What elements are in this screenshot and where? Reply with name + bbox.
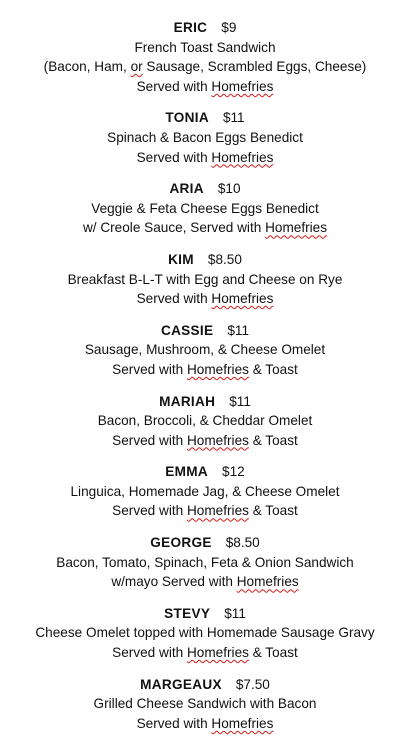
menu-item	[0, 533, 410, 592]
description-text: Linguica, Homemade Jag, & Cheese Omelet	[70, 483, 340, 499]
menu-item-price: $8.50	[207, 251, 242, 267]
menu-item-name: KIM	[168, 251, 194, 267]
menu-item-header	[0, 179, 410, 199]
description-text: Served with	[112, 361, 187, 377]
menu-item-description-line	[0, 714, 410, 734]
menu-list	[0, 18, 410, 733]
menu-item-name: TONIA	[165, 110, 209, 126]
description-text: French Toast Sandwich	[134, 39, 276, 55]
menu-item	[0, 321, 410, 380]
menu-item-description	[0, 270, 410, 309]
menu-item-description-line	[0, 270, 410, 290]
menu-item	[0, 392, 410, 451]
description-text: & Toast	[248, 645, 298, 661]
menu-item-description-line	[0, 623, 410, 643]
menu-item-description-line	[0, 360, 410, 380]
menu-item	[0, 250, 410, 309]
spellcheck-flagged-word: or	[130, 59, 143, 75]
description-text: (Bacon, Ham,	[43, 59, 131, 75]
menu-item-description-line	[0, 694, 410, 714]
menu-item-name: ERIC	[173, 20, 208, 35]
menu-item-name: ARIA	[169, 181, 204, 197]
menu-item-name: CASSIE	[160, 322, 214, 338]
description-text: Served with	[112, 432, 187, 448]
menu-item-description-line	[0, 38, 410, 58]
description-text: w/mayo Served with	[111, 574, 237, 590]
menu-item-description-line	[0, 128, 410, 148]
menu-item-description-line	[0, 482, 410, 502]
menu-item-header	[0, 533, 410, 553]
menu-item-description-line	[0, 340, 410, 360]
menu-item-description-line	[0, 148, 410, 168]
description-text: Sausage, Mushroom, & Cheese Omelet	[84, 342, 326, 358]
description-text: Served with	[112, 503, 187, 519]
menu-item-header	[0, 108, 410, 128]
description-text: Breakfast B-L-T with Egg and Cheese on Rye	[67, 271, 343, 287]
menu-item-description	[0, 38, 410, 97]
spellcheck-flagged-word: Homefries	[211, 291, 274, 307]
menu-item-description	[0, 340, 410, 379]
description-text: Bacon, Broccoli, & Cheddar Omelet	[97, 413, 313, 429]
menu-item	[0, 18, 410, 96]
menu-item-price: $11	[224, 605, 246, 621]
spellcheck-flagged-word: Homefries	[236, 574, 299, 590]
description-text: Cheese Omelet topped with Homemade Sausage Gravy	[35, 625, 375, 641]
menu-item	[0, 675, 410, 734]
description-text: Served with	[112, 645, 187, 661]
spellcheck-flagged-word: Homefries	[186, 645, 249, 661]
menu-item-price: $11	[222, 110, 245, 126]
menu-item	[0, 179, 410, 238]
description-text: Spinach & Bacon Eggs Benedict	[107, 129, 303, 145]
spellcheck-flagged-word: Homefries	[211, 78, 274, 94]
spellcheck-flagged-word: Homefries	[186, 503, 249, 519]
spellcheck-flagged-word: Homefries	[211, 715, 274, 731]
menu-item-name: MARGEAUX	[140, 676, 222, 692]
menu-item-header	[0, 462, 410, 482]
menu-item-name: STEVY	[164, 605, 211, 621]
menu-item-description-line	[0, 57, 410, 77]
menu-item-description	[0, 411, 410, 450]
description-text: & Toast	[248, 503, 298, 519]
description-text: Sausage, Scrambled Eggs, Cheese)	[142, 59, 367, 75]
menu-item-description-line	[0, 411, 410, 431]
menu-item-header	[0, 392, 410, 412]
menu-item-price: $8.50	[225, 535, 260, 551]
menu-item-description-line	[0, 431, 410, 451]
menu-item-description-line	[0, 643, 410, 663]
description-text: Bacon, Tomato, Spinach, Feta & Onion Sandwich	[56, 554, 354, 570]
menu-item-price: $11	[229, 393, 251, 409]
menu-item-description	[0, 482, 410, 521]
description-text: Grilled Cheese Sandwich with Bacon	[93, 696, 317, 712]
menu-item-description-line	[0, 572, 410, 592]
menu-item-description	[0, 553, 410, 592]
menu-item-description	[0, 128, 410, 167]
description-text: w/ Creole Sauce, Served with	[82, 220, 266, 236]
description-text: Served with	[136, 291, 212, 307]
description-text: Served with	[136, 715, 212, 731]
menu-item-header	[0, 18, 410, 38]
menu-item-description-line	[0, 501, 410, 521]
description-text: Served with	[136, 149, 212, 165]
menu-item-description	[0, 694, 410, 733]
menu-item-price: $7.50	[235, 676, 270, 692]
menu-item	[0, 108, 410, 167]
menu-item-header	[0, 321, 410, 341]
menu-item-description-line	[0, 218, 410, 238]
menu-item-price: $11	[227, 322, 250, 338]
description-text: Served with	[136, 78, 212, 94]
menu-item-description	[0, 623, 410, 662]
menu-item-description-line	[0, 289, 410, 309]
menu-item	[0, 604, 410, 663]
menu-item-description-line	[0, 199, 410, 219]
spellcheck-flagged-word: Homefries	[186, 361, 249, 377]
spellcheck-flagged-word: Homefries	[265, 220, 328, 236]
menu-item-description-line	[0, 77, 410, 97]
menu-item-description	[0, 199, 410, 238]
menu-item-header	[0, 604, 410, 624]
spellcheck-flagged-word: Homefries	[211, 149, 274, 165]
description-text: & Toast	[248, 432, 298, 448]
menu-item-description-line	[0, 553, 410, 573]
menu-item-name: MARIAH	[159, 393, 216, 409]
menu-item-price: $10	[217, 181, 241, 197]
menu-item-price: $12	[222, 464, 245, 480]
menu-item-name: EMMA	[165, 464, 209, 480]
spellcheck-flagged-word: Homefries	[186, 432, 249, 448]
menu-item-price: $9	[221, 20, 237, 35]
menu-item	[0, 462, 410, 521]
menu-item-header	[0, 250, 410, 270]
description-text: Veggie & Feta Cheese Eggs Benedict	[91, 200, 319, 216]
menu-item-header	[0, 675, 410, 695]
menu-item-name: GEORGE	[150, 535, 212, 551]
description-text: & Toast	[248, 361, 298, 377]
